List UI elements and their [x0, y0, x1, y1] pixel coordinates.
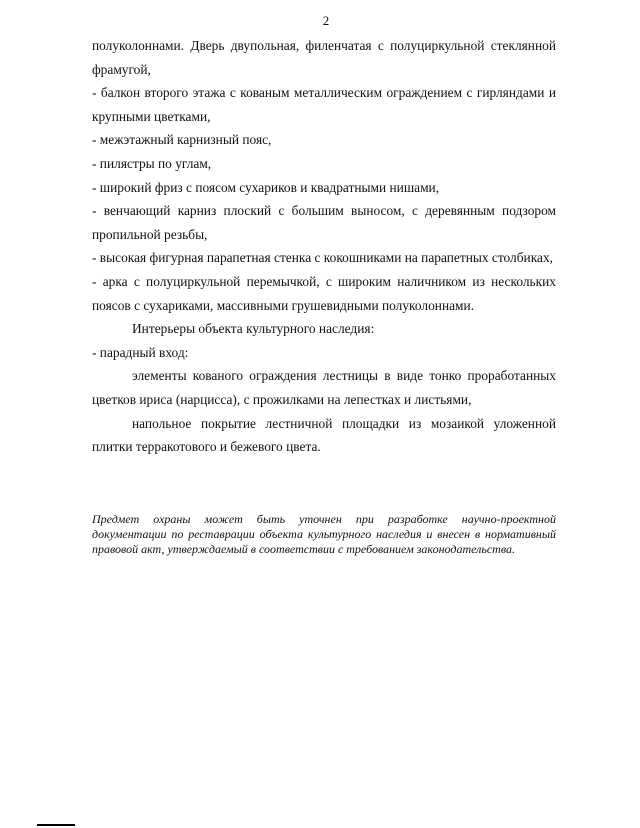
- list-item-parapet: - высокая фигурная парапетная стенка с кокошниками на парапетных столбиках,: [92, 250, 554, 266]
- footer-mark: [37, 824, 75, 826]
- list-item-crowning-cornice: - венчающий карниз плоский с большим выносом, с деревянным подзором пропильной резьбы,: [92, 203, 556, 242]
- list-item-frieze: - широкий фриз с поясом сухариков и квадратными нишами,: [92, 179, 440, 195]
- list-item-cornice-belt: - межэтажный карнизный пояс,: [92, 132, 272, 148]
- page-number: 2: [322, 13, 330, 28]
- list-item-entrance: - парадный вход:: [92, 344, 189, 360]
- document-body: [92, 34, 556, 459]
- list-item-pilasters: - пилястры по углам,: [92, 155, 212, 171]
- paragraph-door: полуколоннами. Дверь двупольная, филенчатая с полуциркульной стеклянной фрамугой,: [92, 38, 556, 77]
- protection-subject-note: Предмет охраны может быть уточнен при разработке научно-проектной документации по реставрации объекта культурного наследия и внесен в нормативный правовой акт, утверждаемый в соответствии с требованием законодательства.: [92, 512, 556, 557]
- paragraph-floor-covering: напольное покрытие лестничной площадки из мозаикой уложенной плитки терракотового и бежевого цвета.: [92, 415, 556, 455]
- list-item-balcony: - балкон второго этажа с кованым металлическим ограждением с гирляндами и крупными цветками,: [92, 85, 556, 124]
- list-item-arch: - арка с полуциркульной перемычкой, с широким наличником из нескольких поясов с сухариками, массивными грушевидными полуколоннами.: [92, 273, 556, 313]
- paragraph-stair-railing: элементы кованого ограждения лестницы в виде тонко проработанных цветков ириса (нарцисса), с прожилками на лепестках и листьями,: [92, 368, 556, 407]
- section-heading-interiors: Интерьеры объекта культурного наследия:: [132, 321, 375, 337]
